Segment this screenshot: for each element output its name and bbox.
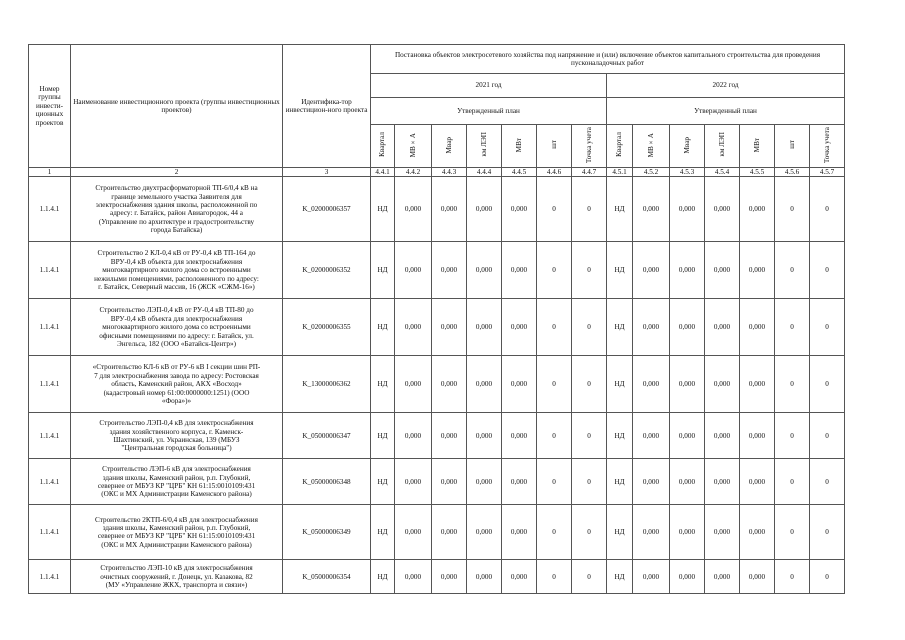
row-value-cell: 0,000 — [633, 459, 670, 505]
row-value-cell: НД — [607, 505, 633, 560]
row-value-cell: 0,000 — [705, 242, 740, 299]
column-number: 1 — [29, 168, 71, 177]
row-value-cell: 0,000 — [432, 459, 467, 505]
header-identifier: Идентифика-тор инвестицион-ного проекта — [283, 45, 371, 168]
row-value-cell: 0,000 — [740, 177, 775, 242]
header-project-name: Наименование инвестиционного проекта (группы инвестиционных проектов) — [71, 45, 283, 168]
investment-projects-table — [28, 44, 845, 594]
row-value-cell: 0 — [775, 413, 810, 459]
subheader-2022-4 — [740, 125, 775, 168]
row-value-cell: 0,000 — [705, 177, 740, 242]
row-value-cell: 0,000 — [670, 177, 705, 242]
row-group-number: 1.1.4.1 — [29, 242, 71, 299]
row-project-name: Строительство 2КТП-6/0,4 кВ для электроснабжения здания школы, Каменский район, р.п. Глубокий, севернее от МБУЗ КР "ЦРБ" КН 61:15:0010109:431 (ОКС и МХ Администрации Каменского района) — [71, 505, 283, 560]
row-value-cell: НД — [607, 560, 633, 594]
row-value-cell: 0 — [572, 356, 607, 413]
row-value-cell: НД — [607, 177, 633, 242]
row-value-cell: 0,000 — [670, 413, 705, 459]
row-value-cell: 0,000 — [740, 356, 775, 413]
subheader-label: МВт — [752, 137, 761, 152]
row-identifier: K_02000006352 — [283, 242, 371, 299]
row-value-cell: 0,000 — [670, 459, 705, 505]
row-value-cell: 0,000 — [705, 299, 740, 356]
table-row — [29, 505, 845, 560]
header-year-2022: 2022 год — [607, 74, 845, 98]
row-group-number: 1.1.4.1 — [29, 413, 71, 459]
row-project-name: Строительство ЛЭП-6 кВ для электроснабжения здания школы, Каменский район, р.п. Глубокий, севернее от МБУЗ КР "ЦРБ" КН 61:15:0010109:431 (ОКС и МХ Администрации Каменского района) — [71, 459, 283, 505]
subheader-2022-1 — [633, 125, 670, 168]
row-value-cell: 0 — [810, 413, 845, 459]
row-value-cell: НД — [371, 459, 395, 505]
subheader-2022-3 — [705, 125, 740, 168]
row-value-cell: 0 — [810, 299, 845, 356]
subheader-label: МВт — [514, 137, 523, 152]
row-value-cell: 0,000 — [395, 459, 432, 505]
row-value-cell: 0 — [572, 299, 607, 356]
row-value-cell: 0 — [775, 356, 810, 413]
row-value-cell: 0,000 — [633, 242, 670, 299]
column-number: 4.4.2 — [395, 168, 432, 177]
subheader-2021-1 — [395, 125, 432, 168]
subheader-2021-3 — [467, 125, 502, 168]
row-value-cell: 0 — [537, 177, 572, 242]
row-project-name: Строительство ЛЭП-0,4 кВ для электроснабжения здания хозяйственного корпуса, г. Каменск- Шахтинский, ул. Украинская, 139 (МБУЗ "Центральная городская больница") — [71, 413, 283, 459]
row-value-cell: НД — [371, 356, 395, 413]
row-value-cell: 0,000 — [432, 356, 467, 413]
row-value-cell: 0 — [572, 242, 607, 299]
row-value-cell: 0 — [775, 560, 810, 594]
row-value-cell: 0,000 — [740, 505, 775, 560]
row-value-cell: 0,000 — [467, 505, 502, 560]
row-value-cell: 0,000 — [432, 560, 467, 594]
row-value-cell: НД — [371, 413, 395, 459]
subheader-label: Мвар — [682, 136, 691, 153]
row-value-cell: 0 — [572, 177, 607, 242]
table-row — [29, 299, 845, 356]
row-value-cell: НД — [607, 413, 633, 459]
row-value-cell: 0,000 — [633, 299, 670, 356]
header-year-2021: 2021 год — [371, 74, 607, 98]
row-value-cell: 0,000 — [432, 242, 467, 299]
header-plan-2022: Утвержденный план — [607, 98, 845, 125]
row-identifier: K_05000006349 — [283, 505, 371, 560]
header-group-number: Номер группы инвести- ционных проектов — [29, 45, 71, 168]
header-plan-2021: Утвержденный план — [371, 98, 607, 125]
row-value-cell: 0,000 — [432, 413, 467, 459]
row-identifier: K_02000006357 — [283, 177, 371, 242]
column-number: 2 — [71, 168, 283, 177]
row-group-number: 1.1.4.1 — [29, 505, 71, 560]
row-value-cell: 0,000 — [633, 177, 670, 242]
subheader-label: Точка учета — [822, 126, 831, 163]
row-value-cell: 0 — [810, 242, 845, 299]
row-value-cell: НД — [371, 505, 395, 560]
column-number: 4.4.5 — [502, 168, 537, 177]
subheader-label: Точка учета — [584, 126, 593, 163]
column-number: 4.4.3 — [432, 168, 467, 177]
row-group-number: 1.1.4.1 — [29, 299, 71, 356]
row-value-cell: 0,000 — [502, 459, 537, 505]
row-value-cell: 0,000 — [502, 299, 537, 356]
row-value-cell: 0,000 — [395, 177, 432, 242]
row-value-cell: НД — [607, 299, 633, 356]
row-identifier: K_05000006354 — [283, 560, 371, 594]
column-number: 4.4.7 — [572, 168, 607, 177]
row-group-number: 1.1.4.1 — [29, 560, 71, 594]
row-group-number: 1.1.4.1 — [29, 177, 71, 242]
row-value-cell: 0 — [810, 356, 845, 413]
column-number: 4.4.4 — [467, 168, 502, 177]
row-identifier: K_05000006348 — [283, 459, 371, 505]
subheader-2021-2 — [432, 125, 467, 168]
row-value-cell: 0,000 — [705, 413, 740, 459]
header-commissioning: Постановка объектов электросетевого хозяйства под напряжение и (или) включение объектов капитального строительства для проведения пусконаладочных работ — [371, 45, 845, 74]
row-value-cell: 0 — [537, 299, 572, 356]
row-value-cell: 0,000 — [502, 413, 537, 459]
row-value-cell: 0,000 — [502, 560, 537, 594]
column-number: 4.5.5 — [740, 168, 775, 177]
row-identifier: K_13000006362 — [283, 356, 371, 413]
column-number: 4.5.6 — [775, 168, 810, 177]
row-value-cell: 0,000 — [740, 459, 775, 505]
table-row — [29, 177, 845, 242]
row-value-cell: 0,000 — [467, 459, 502, 505]
row-value-cell: 0,000 — [633, 413, 670, 459]
row-group-number: 1.1.4.1 — [29, 356, 71, 413]
row-value-cell: 0 — [537, 242, 572, 299]
row-value-cell: 0 — [810, 505, 845, 560]
subheader-label: км ЛЭП — [717, 132, 726, 158]
row-value-cell: 0,000 — [670, 242, 705, 299]
column-number: 4.5.7 — [810, 168, 845, 177]
subheader-2021-5 — [537, 125, 572, 168]
column-number: 4.5.3 — [670, 168, 705, 177]
subheader-label: км ЛЭП — [479, 132, 488, 158]
row-value-cell: НД — [607, 459, 633, 505]
row-value-cell: НД — [371, 177, 395, 242]
row-value-cell: НД — [371, 299, 395, 356]
row-value-cell: 0 — [537, 356, 572, 413]
row-value-cell: 0,000 — [740, 560, 775, 594]
column-number: 4.5.4 — [705, 168, 740, 177]
subheader-label: МВ×А — [646, 132, 655, 157]
subheader-2021-4 — [502, 125, 537, 168]
row-value-cell: 0 — [775, 177, 810, 242]
row-value-cell: 0,000 — [467, 242, 502, 299]
row-value-cell: НД — [607, 242, 633, 299]
subheader-2022-2 — [670, 125, 705, 168]
row-value-cell: 0 — [810, 459, 845, 505]
row-value-cell: 0 — [572, 505, 607, 560]
subheader-label: МВ×А — [408, 132, 417, 157]
row-project-name: Строительство двухтрасформаторной ТП-6/0,4 кВ на границe земельного участка Заявителя для электроснабжения здания школы, расположенной по адресу: г. Батайск, район Авиагородок, 44 а (Управление по архитектуре и градостроительству города Батайска) — [71, 177, 283, 242]
column-number: 3 — [283, 168, 371, 177]
subheader-label: Квартал — [378, 132, 387, 158]
row-value-cell: 0,000 — [705, 505, 740, 560]
table-row — [29, 459, 845, 505]
row-value-cell: 0,000 — [670, 560, 705, 594]
row-value-cell: 0,000 — [502, 242, 537, 299]
row-value-cell: 0,000 — [705, 356, 740, 413]
row-value-cell: 0,000 — [502, 505, 537, 560]
row-value-cell: 0,000 — [740, 299, 775, 356]
row-value-cell: 0 — [537, 560, 572, 594]
row-project-name: Строительство ЛЭП-10 кВ для электроснабжения очистных сооружений, г. Донецк, ул. Казакова, 82 (МУ «Управление ЖКХ, транспорта и связи») — [71, 560, 283, 594]
table-row — [29, 356, 845, 413]
row-value-cell: 0,000 — [670, 505, 705, 560]
row-value-cell: 0,000 — [467, 299, 502, 356]
subheader-2022-0 — [607, 125, 633, 168]
row-value-cell: 0,000 — [395, 505, 432, 560]
row-value-cell: 0 — [775, 242, 810, 299]
row-value-cell: 0 — [572, 459, 607, 505]
subheader-2022-5 — [775, 125, 810, 168]
row-value-cell: 0 — [537, 505, 572, 560]
subheader-label: шт — [549, 140, 558, 150]
row-value-cell: 0,000 — [395, 356, 432, 413]
row-value-cell: 0,000 — [670, 299, 705, 356]
row-identifier: K_02000006355 — [283, 299, 371, 356]
row-value-cell: 0 — [537, 459, 572, 505]
column-number: 4.5.2 — [633, 168, 670, 177]
row-value-cell: НД — [371, 242, 395, 299]
row-value-cell: НД — [371, 560, 395, 594]
row-value-cell: 0,000 — [467, 413, 502, 459]
subheader-2022-6 — [810, 125, 845, 168]
row-value-cell: 0,000 — [740, 242, 775, 299]
row-value-cell: 0,000 — [502, 177, 537, 242]
row-value-cell: 0,000 — [432, 177, 467, 242]
row-value-cell: 0 — [810, 177, 845, 242]
row-value-cell: 0,000 — [467, 560, 502, 594]
row-value-cell: 0,000 — [432, 505, 467, 560]
row-identifier: K_05000006347 — [283, 413, 371, 459]
row-value-cell: 0,000 — [705, 560, 740, 594]
row-value-cell: 0,000 — [705, 459, 740, 505]
row-value-cell: 0 — [537, 413, 572, 459]
subheader-label: шт — [787, 140, 796, 150]
row-value-cell: 0,000 — [395, 299, 432, 356]
column-number: 4.5.1 — [607, 168, 633, 177]
row-value-cell: 0,000 — [502, 356, 537, 413]
row-value-cell: 0 — [572, 413, 607, 459]
row-value-cell: 0,000 — [395, 413, 432, 459]
row-value-cell: 0,000 — [395, 560, 432, 594]
row-value-cell: 0 — [810, 560, 845, 594]
row-value-cell: 0,000 — [633, 356, 670, 413]
column-number: 4.4.6 — [537, 168, 572, 177]
row-project-name: Строительство ЛЭП-0,4 кВ от РУ-0,4 кВ ТП-80 до ВРУ-0,4 кВ объекта для электроснабжения многоквартирного жилого дома со встроенными офисными помещениями по адресу: г. Батайск, ул. Энгельса, 182 (ООО «Батайск-Центр») — [71, 299, 283, 356]
row-project-name: «Строительство КЛ-6 кВ от РУ-6 кВ I секции шин РП- 7 для электроснабжения завода по адресу: Ростовская область, Каменский район, АКХ «Восход» (кадастровый номер 61:00:0000000:1251) (ООО «Фора»)» — [71, 356, 283, 413]
row-value-cell: 0 — [775, 299, 810, 356]
subheader-label: Мвар — [444, 136, 453, 153]
row-value-cell: 0 — [572, 560, 607, 594]
row-project-name: Строительство 2 КЛ-0,4 кВ от РУ-0,4 кВ ТП-164 до ВРУ-0,4 кВ объекта для электроснабжения многоквартирного жилого дома со встроенными нежилыми помещениями, расположенного по адресу: г. Батайск, Северный массив, 16 (ЖСК «СЖМ-16») — [71, 242, 283, 299]
row-value-cell: 0,000 — [467, 177, 502, 242]
subheader-2021-6 — [572, 125, 607, 168]
subheader-2021-0 — [371, 125, 395, 168]
column-number: 4.4.1 — [371, 168, 395, 177]
table-row — [29, 242, 845, 299]
row-value-cell: 0,000 — [467, 356, 502, 413]
row-value-cell: 0,000 — [432, 299, 467, 356]
row-group-number: 1.1.4.1 — [29, 459, 71, 505]
subheader-label: Квартал — [615, 132, 624, 158]
row-value-cell: 0 — [775, 505, 810, 560]
row-value-cell: 0,000 — [670, 356, 705, 413]
row-value-cell: 0,000 — [633, 560, 670, 594]
row-value-cell: 0 — [775, 459, 810, 505]
table-row — [29, 560, 845, 594]
row-value-cell: 0,000 — [740, 413, 775, 459]
row-value-cell: 0,000 — [395, 242, 432, 299]
row-value-cell: 0,000 — [633, 505, 670, 560]
row-value-cell: НД — [607, 356, 633, 413]
table-row — [29, 413, 845, 459]
